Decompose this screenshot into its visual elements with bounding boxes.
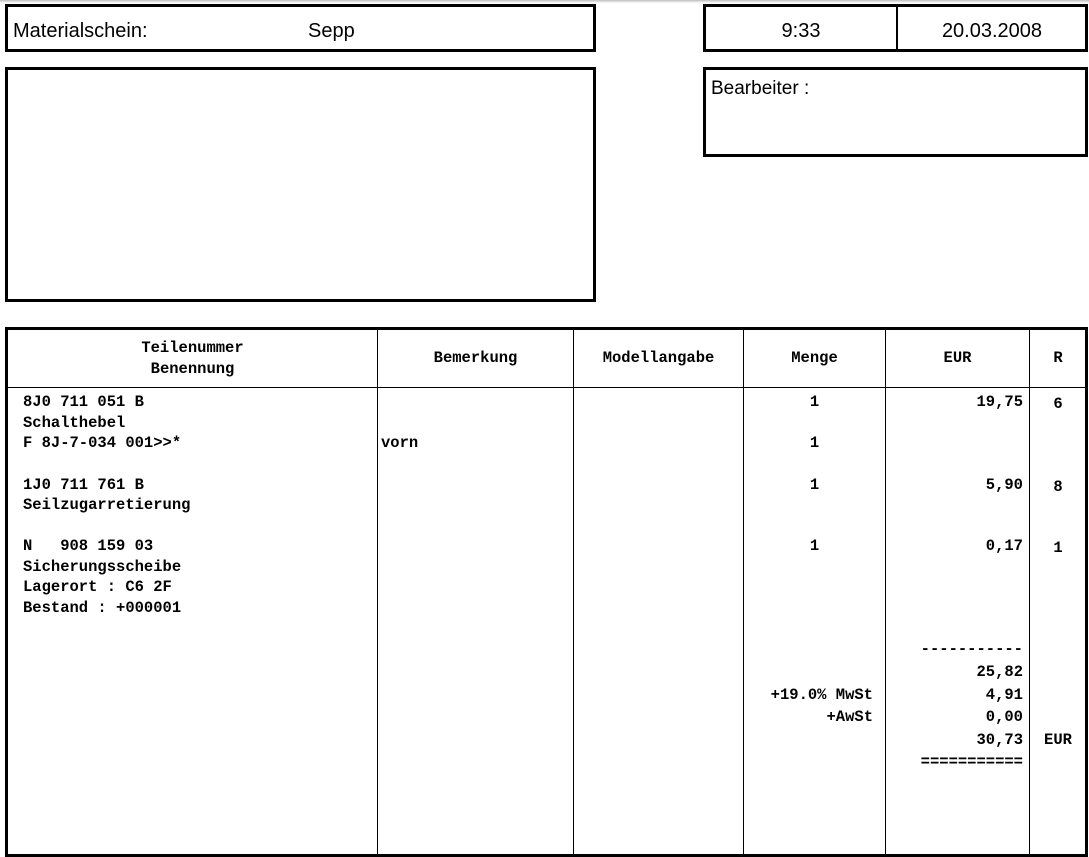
col-sep-1 xyxy=(377,330,378,854)
item-2-part: 1J0 711 761 B xyxy=(23,476,144,494)
item-2-name: Seilzugarretierung xyxy=(23,496,191,514)
header-bemerkung: Bemerkung xyxy=(433,349,518,368)
totals-total: 30,73 xyxy=(976,731,1023,749)
item-3-menge: 1 xyxy=(809,537,820,555)
address-box xyxy=(5,67,596,302)
item-3-bestand: Bestand : +000001 xyxy=(23,599,182,617)
customer-name: Sepp xyxy=(308,20,355,42)
item-3-lagerort: Lagerort : C6 2F xyxy=(23,578,172,596)
totals-mwst-label: +19.0% MwSt xyxy=(770,686,873,704)
item-1-menge: 1 xyxy=(809,393,820,411)
item-1-extra-menge: 1 xyxy=(809,434,820,452)
item-1-extra-bemerkung: vorn xyxy=(381,434,419,452)
materialschein-label: Materialschein: xyxy=(13,20,148,42)
item-1-part: 8J0 711 051 B xyxy=(23,393,144,411)
header-teilenummer xyxy=(8,330,377,387)
materialschein-box xyxy=(5,4,596,52)
totals-mwst-value: 4,91 xyxy=(985,686,1023,704)
bearbeiter-box xyxy=(703,67,1088,157)
top-shadow xyxy=(0,0,1089,3)
item-2-r: 8 xyxy=(1053,478,1063,496)
bearbeiter-label: Bearbeiter : xyxy=(711,78,810,99)
item-3-r: 1 xyxy=(1053,539,1063,557)
totals-awst-value: 0,00 xyxy=(985,708,1023,726)
item-1-name: Schalthebel xyxy=(23,414,126,432)
date-value: 20.03.2008 xyxy=(941,20,1043,42)
time-value: 9:33 xyxy=(781,20,821,42)
totals-dash-line: ----------- xyxy=(920,640,1023,658)
col-sep-2 xyxy=(573,330,574,854)
time-date-box xyxy=(703,4,1088,52)
header-modellangabe: Modellangabe xyxy=(602,349,715,368)
header-separator xyxy=(8,387,1085,388)
parts-table xyxy=(5,327,1088,857)
item-3-name: Sicherungsscheibe xyxy=(23,558,182,576)
totals-subtotal: 25,82 xyxy=(976,663,1023,681)
totals-equals-line: =========== xyxy=(920,753,1023,771)
header-benennung-label: Benennung xyxy=(150,359,235,378)
header-menge: Menge xyxy=(791,349,838,368)
totals-awst-label: +AwSt xyxy=(826,708,873,726)
item-3-part: N 908 159 03 xyxy=(23,537,154,555)
header-eur: EUR xyxy=(943,349,972,368)
item-2-menge: 1 xyxy=(809,476,820,494)
item-3-eur: 0,17 xyxy=(985,537,1023,555)
item-2-eur: 5,90 xyxy=(985,476,1023,494)
item-1-r: 6 xyxy=(1053,395,1063,413)
totals-currency: EUR xyxy=(1044,731,1072,749)
header-teilenummer-label: Teilenummer xyxy=(141,339,244,357)
header-r: R xyxy=(1053,349,1063,368)
item-1-eur: 19,75 xyxy=(976,393,1023,411)
item-1-extra-line: F 8J-7-034 001>>* xyxy=(23,434,182,452)
